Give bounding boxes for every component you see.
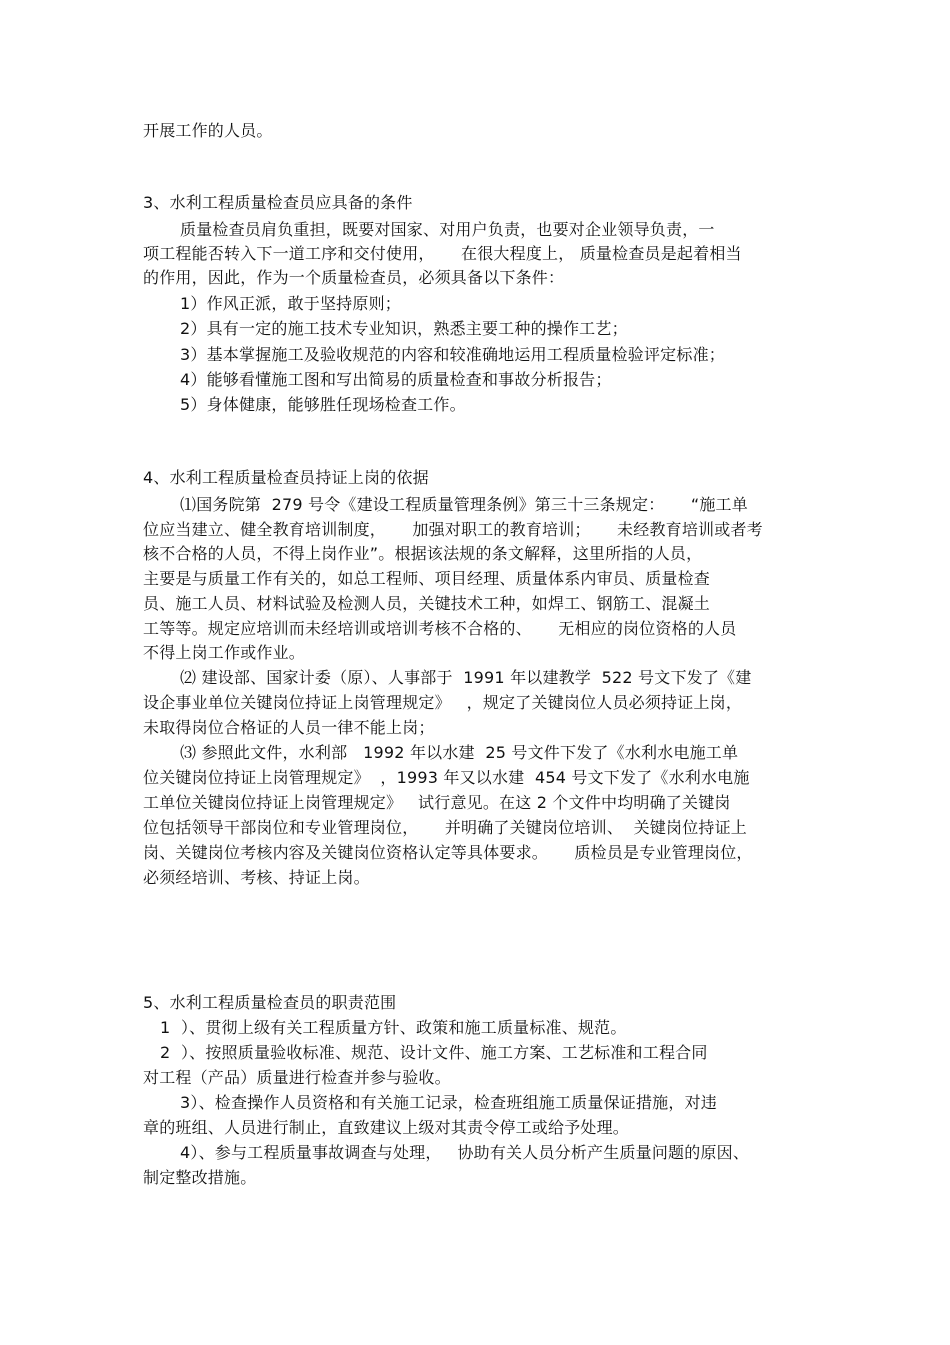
section-4-line: 核不合格的人员，不得上岗作业”。根据该法规的条文解释，这里所指的人员， [143, 544, 703, 563]
intro-text: 开展工作的人员。 [143, 121, 273, 140]
section-4-line: ⑴国务院第 279 号令《建设工程质量管理条例》第三十三条规定： “施工单 [180, 495, 748, 514]
section-4-line: 位应当建立、健全教育培训制度， 加强对职工的教育培训； 未经教育培训或者考 [143, 520, 763, 539]
section-4-line: 工等等。规定应培训而未经培训或培训考核不合格的、 无相应的岗位资格的人员 [143, 619, 737, 638]
section-4-line: 必须经培训、考核、持证上岗。 [143, 868, 370, 887]
section-4-line: 位关键岗位持证上岗管理规定》 ，1993 年又以水建 454 号文下发了《水利水电施 [143, 768, 750, 787]
section-4-line: 工单位关键岗位持证上岗管理规定》 试行意见。在这 2 个文件中均明确了关键岗 [143, 793, 731, 812]
section-5-list-item: 4）、参与工程质量事故调查与处理， 协助有关人员分析产生质量问题的原因、 [180, 1143, 750, 1162]
section-3-list-item: 3）基本掌握施工及验收规范的内容和较准确地运用工程质量检验评定标准； [180, 345, 725, 364]
section-5-list-item: 2 ）、按照质量验收标准、规范、设计文件、施工方案、工艺标准和工程合同 [160, 1043, 708, 1062]
section-4-line: 主要是与质量工作有关的，如总工程师、项目经理、质量体系内审员、质量检查 [143, 569, 711, 588]
section-4-line: 设企事业单位关键岗位持证上岗管理规定》 ，规定了关键岗位人员必须持证上岗， [143, 693, 743, 712]
section-5-list-item: 3）、检查操作人员资格和有关施工记录，检查班组施工质量保证措施，对违 [180, 1093, 717, 1112]
section-3-line: 项工程能否转入下一道工序和交付使用， 在很大程度上， 质量检查员是起着相当 [143, 244, 742, 263]
section-5-heading: 5、水利工程质量检查员的职责范围 [143, 993, 397, 1012]
section-4-line: 未取得岗位合格证的人员一律不能上岗； [143, 718, 435, 737]
section-5-line: 对工程（产品）质量进行检查并参与验收。 [143, 1068, 451, 1087]
section-5-list-item: 1 ）、贯彻上级有关工程质量方针、政策和施工质量标准、规范。 [160, 1018, 627, 1037]
section-3-heading: 3、水利工程质量检查员应具备的条件 [143, 193, 413, 212]
section-3-line: 的作用，因此，作为一个质量检查员，必须具备以下条件： [143, 268, 565, 287]
section-4-line: ⑶ 参照此文件，水利部 1992 年以水建 25 号文件下发了《水利水电施工单 [180, 743, 739, 762]
section-3-list-item: 2）具有一定的施工技术专业知识，熟悉主要工种的操作工艺； [180, 319, 628, 338]
section-4-line: ⑵ 建设部、国家计委（原）、人事部于 1991 年以建教学 522 号文下发了《建 [180, 668, 752, 687]
section-4-heading: 4、水利工程质量检查员持证上岗的依据 [143, 468, 429, 487]
section-4-line: 位包括领导干部岗位和专业管理岗位， 并明确了关键岗位培训、 关键岗位持证上 [143, 818, 748, 837]
section-4-line: 不得上岗工作或作业。 [143, 643, 306, 662]
section-5-line: 制定整改措施。 [143, 1168, 257, 1187]
section-4-line: 员、施工人员、材料试验及检测人员，关键技术工种，如焊工、钢筋工、混凝土 [143, 594, 711, 613]
section-3-list-item: 4）能够看懂施工图和写出简易的质量检查和事故分析报告； [180, 370, 612, 389]
section-5-line: 章的班组、人员进行制止，直致建议上级对其责令停工或给予处理。 [143, 1118, 630, 1137]
section-3-list-item: 1）作风正派，敢于坚持原则； [180, 294, 401, 313]
section-3-list-item: 5）身体健康，能够胜任现场检查工作。 [180, 395, 466, 414]
section-4-line: 岗、关键岗位考核内容及关键岗位资格认定等具体要求。 质检员是专业管理岗位， [143, 843, 753, 862]
section-3-line: 质量检查员肩负重担，既要对国家、对用户负责，也要对企业领导负责，一 [180, 220, 715, 239]
